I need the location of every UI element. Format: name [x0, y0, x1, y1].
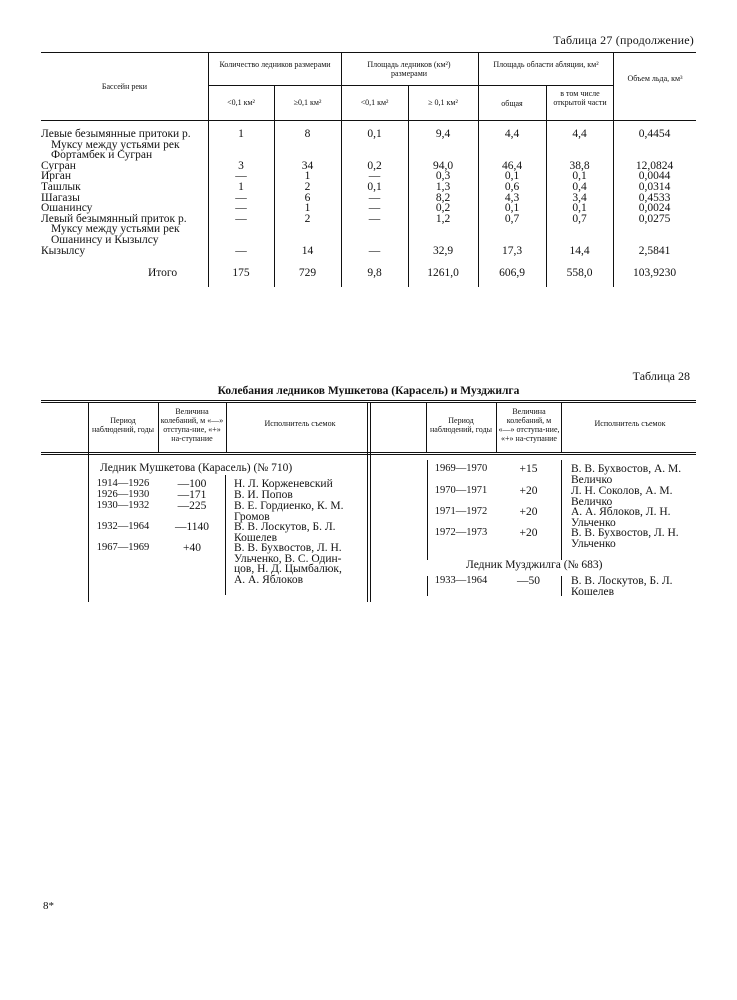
basin-name-line: Левые безымянные притоки р. — [41, 128, 191, 140]
table27-cell-a2: 0,2 — [435, 202, 451, 215]
t28-period: 1972—1973 — [434, 527, 488, 538]
header-area-large: ≥ 0,1 км² — [428, 98, 458, 107]
table27-caption: Таблица 27 (продолжение) — [553, 33, 694, 47]
table27-cell-v: 0,0024 — [638, 202, 671, 215]
t28-left-header-period: Период наблюдений, годы — [91, 416, 155, 434]
table27-cell-c1: — — [235, 170, 247, 183]
t28-period: 1971—1972 — [434, 506, 488, 517]
basin-name-line: Ошанинсу и Кызылсу — [51, 234, 159, 246]
table27-cell-v: 12,0824 — [635, 159, 674, 172]
header-area-group: Площадь ледников (км²) размерами — [367, 60, 451, 78]
table27-cell-c2: 8 — [304, 128, 311, 140]
total-cell-c1: 175 — [232, 267, 250, 279]
table27-cell-v: 0,4454 — [638, 128, 671, 140]
table27-cell-c2: 6 — [304, 191, 311, 204]
table27-cell-t: 4,4 — [504, 128, 520, 140]
table27-cell-c1: — — [235, 191, 247, 204]
table27-cell-v: 0,0314 — [638, 181, 671, 193]
t28-value: +15 — [519, 463, 538, 475]
t28-performer: Кошелев — [234, 531, 278, 544]
basin-name-line: Ташлык — [41, 181, 81, 193]
t28-period: 1926—1930 — [96, 489, 150, 500]
basin-name-line: Кызылсу — [41, 244, 86, 257]
t28-performer: Л. Н. Соколов, А. М. — [571, 485, 673, 497]
table27-cell-a1: — — [368, 191, 381, 204]
basin-name-line: Шагазы — [41, 191, 80, 204]
t28-performer: А. А. Яблоков — [234, 573, 304, 586]
header-count-group: Количество ледников размерами — [219, 60, 331, 69]
t28-value: +20 — [519, 527, 538, 539]
t28-period: 1930—1932 — [96, 500, 150, 511]
table27-cell-a2: 0,3 — [435, 170, 451, 183]
t28-value: —100 — [177, 478, 207, 490]
table27-cell-a2: 1,3 — [435, 181, 451, 193]
t28-period: 1967—1969 — [96, 542, 150, 553]
table27-cell-v: 0,0275 — [638, 212, 671, 225]
t28-period: 1933—1964 — [434, 575, 488, 586]
t28-value: —1140 — [174, 521, 210, 533]
table27-cell-o: 3,4 — [572, 191, 587, 204]
t28-left-header-performer: Исполнитель съемок — [264, 419, 336, 428]
header-ablation-group: Площадь области абляции, км² — [493, 60, 599, 69]
table27-cell-o: 38,8 — [569, 159, 590, 172]
t28-performer: Величко — [571, 495, 613, 508]
table27-cell-c2: 1 — [304, 202, 311, 215]
basin-name-line: Сугран — [41, 159, 76, 172]
table27-cell-t: 0,6 — [504, 181, 520, 193]
table27-cell-c1: 1 — [238, 181, 244, 193]
t28-value: +40 — [183, 542, 201, 554]
table27-cell-v: 0,0044 — [638, 170, 671, 183]
table27-cell-v: 0,4533 — [638, 191, 671, 204]
t28-period: 1970—1971 — [434, 485, 488, 496]
table27-cell-t: 46,4 — [501, 159, 523, 172]
table27-cell-c2: 34 — [301, 159, 314, 172]
table27-cell-c2: 2 — [304, 181, 311, 193]
t28-value: —50 — [517, 575, 540, 587]
header-volume: Объем льда, км³ — [627, 74, 683, 83]
basin-name-line: Муксу между устьями рек — [51, 138, 180, 151]
table27-cell-a1: 0,1 — [367, 181, 382, 193]
table28-caption: Таблица 28 — [632, 369, 690, 383]
t28-performer: В. И. Попов — [234, 489, 293, 501]
table27-cell-t: 0,1 — [504, 170, 520, 183]
table27-cell-t: 0,1 — [504, 202, 520, 215]
t28-left-header-value: Величина колебаний, м «—» отступа-ние, «+» на-ступание — [160, 407, 224, 443]
t28-performer: Ульченко, В. С. Один- — [234, 552, 342, 565]
t28-performer: Величко — [571, 473, 613, 486]
basin-name-line: Ирган — [41, 170, 72, 183]
total-cell-o: 558,0 — [566, 267, 593, 279]
table27-cell-t: 0,7 — [504, 212, 520, 225]
t28-value: —171 — [177, 489, 207, 501]
table27-cell-c2: 14 — [301, 244, 314, 257]
header-basin: Бассейн реки — [101, 82, 148, 91]
t28-performer: В. В. Бухвостов, Л. Н. — [571, 527, 679, 539]
table27-cell-a1: — — [368, 212, 381, 225]
t28-period: 1914—1926 — [96, 478, 150, 489]
table27-cell-o: 0,1 — [572, 170, 587, 183]
t28-performer: Громов — [234, 510, 270, 523]
table27-cell-c1: — — [235, 202, 247, 215]
t28-performer: Ульченко — [571, 516, 616, 529]
table27-cell-c2: 2 — [304, 212, 311, 225]
total-cell-c2: 729 — [298, 267, 317, 279]
table27-cell-a2: 8,2 — [435, 191, 451, 204]
table27-cell-a1: — — [368, 244, 381, 257]
table28-title: Колебания ледников Мушкетова (Карасель) и Музджилга — [217, 385, 520, 397]
t28-performer: Кошелев — [571, 585, 615, 598]
t28-period: 1969—1970 — [434, 463, 488, 474]
t28-right-header-period: Период наблюдений, годы — [429, 416, 493, 434]
table27-cell-c1: — — [235, 212, 247, 225]
header-ablation-total: общая — [501, 99, 523, 108]
total-cell-v: 103,9230 — [632, 267, 677, 279]
header-area-small: <0,1 км² — [360, 98, 389, 107]
table27-cell-c1: — — [235, 244, 247, 257]
t28-performer: В. В. Бухвостов, А. М. — [571, 463, 682, 475]
basin-name-line: Фортамбек и Сугран — [51, 149, 153, 162]
basin-name-line: Муксу между устьями рек — [51, 223, 180, 236]
t28-performer: В. В. Лоскутов, Б. Л. — [571, 575, 673, 587]
table27-cell-o: 14,4 — [569, 244, 590, 257]
table27-cell-c2: 1 — [304, 170, 311, 183]
page-number: 8* — [43, 900, 54, 912]
t28-value: —225 — [177, 500, 207, 512]
basin-name-line: Левый безымянный приток р. — [41, 212, 187, 225]
table27-cell-t: 17,3 — [501, 244, 523, 257]
t28-right-header-value: Величина колебаний, м «—» отступа-ние, «+» на-ступание — [498, 407, 560, 443]
table27-cell-a2: 94,0 — [432, 159, 454, 172]
t28-performer: В. Е. Гордиенко, К. М. — [234, 500, 344, 512]
t28-performer: А. А. Яблоков, Л. Н. — [571, 506, 671, 518]
basin-name-line: Ошанинсу — [41, 202, 93, 215]
table27-cell-a1: — — [368, 170, 381, 183]
table27-cell-o: 4,4 — [572, 128, 587, 140]
table27-cell-c1: 3 — [238, 159, 244, 172]
header-count-large: ≥0,1 км² — [293, 98, 322, 107]
table27-cell-a1: — — [368, 202, 381, 215]
table27-cell-a2: 1,2 — [435, 212, 451, 225]
t28-performer: Ульченко — [571, 537, 616, 550]
table27-cell-o: 0,1 — [572, 202, 587, 215]
total-cell-t: 606,9 — [499, 267, 525, 279]
table27-cell-o: 0,7 — [572, 212, 587, 225]
glacier-muzdzhilga-heading: Ледник Музджилга (№ 683) — [466, 559, 603, 571]
t28-performer: цов, Н. Д. Цымбалюк, — [234, 563, 342, 575]
t28-right-header-performer: Исполнитель съемок — [594, 419, 666, 428]
t28-period: 1932—1964 — [96, 521, 150, 532]
table27-cell-a1: 0,2 — [367, 159, 382, 172]
t28-performer: В. В. Лоскутов, Б. Л. — [234, 521, 336, 533]
table27-cell-a1: 0,1 — [367, 128, 382, 140]
glacier-mushketov-heading: Ледник Мушкетова (Карасель) (№ 710) — [100, 462, 293, 474]
table27-cell-o: 0,4 — [572, 181, 587, 193]
table27-cell-c1: 1 — [238, 128, 244, 140]
total-label: Итого — [148, 267, 178, 279]
table27-cell-t: 4,3 — [504, 191, 520, 204]
total-cell-a1: 9,8 — [367, 267, 382, 279]
table27-cell-a2: 32,9 — [432, 244, 454, 257]
t28-performer: В. В. Бухвостов, Л. Н. — [234, 542, 342, 554]
header-count-small: <0,1 км² — [227, 98, 255, 107]
header-ablation-open: в том числе открытой части — [553, 89, 607, 107]
t28-value: +20 — [519, 506, 538, 518]
t28-value: +20 — [519, 485, 538, 497]
table27-cell-v: 2,5841 — [638, 244, 671, 257]
t28-performer: Н. Л. Корженевский — [234, 478, 333, 490]
table27-cell-a2: 9,4 — [435, 128, 451, 140]
total-cell-a2: 1261,0 — [427, 267, 459, 279]
